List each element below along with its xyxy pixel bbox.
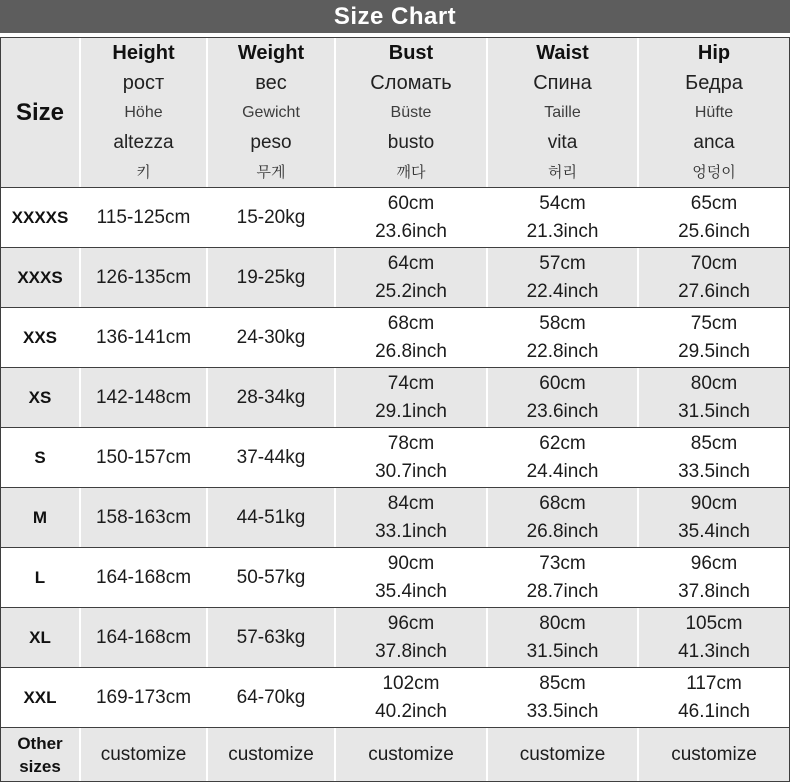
cell-hip: [639, 728, 789, 781]
cell-bust: [336, 488, 486, 547]
cell-value: 23.6inch: [526, 400, 599, 422]
cell-value: 29.5inch: [678, 340, 750, 362]
cell-height: [81, 368, 206, 427]
header-height-label: рост: [122, 71, 165, 94]
cell-hip: [639, 608, 789, 667]
header-height-label: Höhe: [124, 103, 163, 121]
cell-waist: [488, 488, 637, 547]
header-hip: [639, 38, 789, 187]
cell-bust: [336, 428, 486, 487]
cell-bust: [336, 248, 486, 307]
header-weight-label: Gewicht: [242, 103, 300, 121]
row-size-label: XL: [29, 628, 51, 647]
cell-value: 68cm: [387, 312, 435, 334]
cell-value: 84cm: [387, 492, 435, 514]
table-row: [1, 248, 789, 308]
row-size-cell: [1, 248, 79, 307]
cell-value: 50-57kg: [236, 566, 306, 588]
cell-value: 40.2inch: [375, 700, 447, 722]
cell-hip: [639, 488, 789, 547]
cell-value: 57cm: [539, 252, 586, 274]
header-bust: [336, 38, 486, 187]
header-hip-label: 엉덩이: [692, 163, 736, 181]
header-weight-label: вес: [255, 71, 287, 94]
cell-hip: [639, 428, 789, 487]
cell-hip: [639, 248, 789, 307]
header-height-label: altezza: [113, 131, 174, 153]
header-waist-label: vita: [547, 131, 578, 153]
cell-value: 37.8inch: [678, 580, 750, 602]
header-bust-label: busto: [387, 131, 435, 153]
header-waist-label: Taille: [544, 103, 581, 121]
cell-value: 74cm: [387, 372, 435, 394]
cell-value: 68cm: [539, 492, 586, 514]
cell-value: 37.8inch: [375, 640, 447, 662]
row-size-cell: [1, 668, 79, 727]
cell-waist: [488, 668, 637, 727]
cell-weight: [208, 548, 334, 607]
cell-weight: [208, 608, 334, 667]
cell-weight: [208, 308, 334, 367]
size-table: [0, 37, 790, 782]
cell-height: [81, 728, 206, 781]
header-hip-label: Бедра: [685, 71, 743, 94]
header-row: [1, 38, 789, 188]
cell-height: [81, 248, 206, 307]
row-size-label: L: [34, 568, 46, 587]
cell-waist: [488, 188, 637, 247]
cell-value: customize: [671, 743, 757, 765]
cell-value: 60cm: [539, 372, 586, 394]
cell-weight: [208, 728, 334, 781]
cell-value: 15-20kg: [236, 206, 306, 228]
table-row: [1, 368, 789, 428]
cell-value: customize: [100, 743, 187, 765]
header-bust-label: Bust: [388, 41, 434, 64]
cell-value: 142-148cm: [95, 386, 192, 408]
row-size-label: XXS: [22, 328, 58, 347]
cell-weight: [208, 668, 334, 727]
cell-weight: [208, 368, 334, 427]
cell-value: 31.5inch: [526, 640, 599, 662]
cell-value: 65cm: [690, 192, 738, 214]
cell-value: customize: [519, 743, 606, 765]
cell-value: 25.2inch: [375, 280, 447, 302]
cell-value: 90cm: [387, 552, 435, 574]
header-waist-label: Спина: [533, 71, 592, 94]
cell-value: 30.7inch: [375, 460, 447, 482]
cell-bust: [336, 188, 486, 247]
cell-value: 28.7inch: [526, 580, 599, 602]
header-size: [1, 38, 79, 187]
cell-value: 85cm: [690, 432, 738, 454]
row-size-label: Other: [17, 733, 63, 753]
cell-value: 35.4inch: [678, 520, 750, 542]
cell-value: 115-125cm: [96, 206, 191, 228]
cell-value: 126-135cm: [95, 266, 192, 288]
size-column-label: Size: [15, 98, 65, 126]
header-height-label: Height: [112, 41, 175, 64]
cell-value: 78cm: [387, 432, 435, 454]
cell-value: 75cm: [690, 312, 738, 334]
cell-value: 64-70kg: [236, 686, 306, 708]
row-size-label: sizes: [19, 756, 61, 776]
cell-value: 117cm: [686, 672, 742, 694]
cell-value: 96cm: [690, 552, 738, 574]
cell-weight: [208, 188, 334, 247]
cell-hip: [639, 548, 789, 607]
cell-value: 164-168cm: [95, 566, 192, 588]
cell-value: 26.8inch: [375, 340, 447, 362]
cell-waist: [488, 428, 637, 487]
cell-waist: [488, 248, 637, 307]
row-size-cell: [1, 368, 79, 427]
table-row: [1, 488, 789, 548]
cell-value: 54cm: [539, 192, 586, 214]
cell-value: customize: [228, 743, 314, 765]
cell-hip: [639, 668, 789, 727]
header-waist-label: Waist: [536, 41, 589, 64]
title-bar: [0, 0, 790, 33]
header-weight: [208, 38, 334, 187]
cell-value: 44-51kg: [236, 506, 306, 528]
cell-waist: [488, 308, 637, 367]
table-row: [1, 728, 789, 781]
cell-value: 73cm: [539, 552, 586, 574]
row-size-label: XXXXS: [11, 208, 69, 227]
cell-height: [81, 608, 206, 667]
header-waist-label: 허리: [548, 163, 577, 181]
cell-value: 80cm: [690, 372, 738, 394]
cell-value: 33.1inch: [375, 520, 447, 542]
cell-value: 102cm: [382, 672, 440, 694]
cell-bust: [336, 548, 486, 607]
cell-value: 58cm: [539, 312, 586, 334]
cell-height: [81, 668, 206, 727]
cell-hip: [639, 368, 789, 427]
cell-value: 80cm: [539, 612, 586, 634]
cell-value: 28-34kg: [236, 386, 306, 408]
row-size-cell: [1, 728, 79, 781]
cell-value: 22.8inch: [526, 340, 599, 362]
table-row: [1, 548, 789, 608]
header-hip-label: Hip: [697, 41, 731, 64]
row-size-cell: [1, 188, 79, 247]
cell-height: [81, 548, 206, 607]
row-size-cell: [1, 488, 79, 547]
cell-value: 26.8inch: [526, 520, 599, 542]
cell-value: 64cm: [387, 252, 435, 274]
cell-value: 150-157cm: [95, 446, 192, 468]
cell-value: 31.5inch: [678, 400, 750, 422]
cell-value: 27.6inch: [678, 280, 750, 302]
cell-value: 33.5inch: [526, 700, 599, 722]
header-weight-label: 무게: [256, 163, 286, 181]
table-row: [1, 668, 789, 728]
cell-value: 164-168cm: [95, 626, 192, 648]
header-height: [81, 38, 206, 187]
cell-value: 29.1inch: [375, 400, 447, 422]
row-size-label: XXL: [23, 688, 57, 707]
cell-bust: [336, 368, 486, 427]
cell-value: 85cm: [539, 672, 586, 694]
cell-value: 46.1inch: [678, 700, 750, 722]
cell-value: 60cm: [387, 192, 435, 214]
cell-value: 70cm: [690, 252, 738, 274]
cell-value: 24.4inch: [526, 460, 599, 482]
cell-weight: [208, 248, 334, 307]
cell-hip: [639, 308, 789, 367]
cell-bust: [336, 608, 486, 667]
cell-weight: [208, 428, 334, 487]
header-hip-label: Hüfte: [694, 103, 734, 121]
cell-value: 57-63kg: [236, 626, 306, 648]
page-title: Size Chart: [333, 2, 457, 30]
cell-weight: [208, 488, 334, 547]
cell-height: [81, 488, 206, 547]
cell-value: 37-44kg: [236, 446, 306, 468]
cell-waist: [488, 728, 637, 781]
cell-height: [81, 308, 206, 367]
cell-value: 21.3inch: [526, 220, 599, 242]
cell-waist: [488, 548, 637, 607]
table-row: [1, 188, 789, 248]
row-size-cell: [1, 548, 79, 607]
cell-value: 23.6inch: [375, 220, 447, 242]
row-size-cell: [1, 308, 79, 367]
cell-height: [81, 188, 206, 247]
cell-bust: [336, 668, 486, 727]
header-height-label: 키: [136, 163, 151, 181]
cell-waist: [488, 608, 637, 667]
cell-value: 158-163cm: [95, 506, 192, 528]
cell-value: 24-30kg: [236, 326, 306, 348]
cell-value: 41.3inch: [678, 640, 750, 662]
header-weight-label: peso: [250, 131, 292, 153]
cell-value: 25.6inch: [678, 220, 750, 242]
table-row: [1, 608, 789, 668]
cell-height: [81, 428, 206, 487]
row-size-label: XXXS: [17, 268, 63, 287]
cell-value: 136-141cm: [95, 326, 192, 348]
cell-value: 90cm: [690, 492, 738, 514]
cell-waist: [488, 368, 637, 427]
row-size-cell: [1, 428, 79, 487]
cell-value: 105cm: [685, 612, 743, 634]
header-bust-label: 깨다: [396, 163, 426, 181]
row-size-label: S: [34, 448, 46, 467]
cell-value: 22.4inch: [526, 280, 599, 302]
row-size-cell: [1, 608, 79, 667]
row-size-label: XS: [28, 388, 52, 407]
table-row: [1, 308, 789, 368]
header-waist: [488, 38, 637, 187]
cell-value: 19-25kg: [236, 266, 306, 288]
cell-bust: [336, 308, 486, 367]
header-bust-label: Büste: [390, 103, 432, 121]
table-body: [1, 188, 789, 781]
header-bust-label: Сломать: [370, 71, 452, 94]
table-row: [1, 428, 789, 488]
header-hip-label: anca: [693, 131, 735, 153]
cell-value: 33.5inch: [678, 460, 750, 482]
cell-value: 169-173cm: [95, 686, 192, 708]
cell-hip: [639, 188, 789, 247]
cell-value: 62cm: [539, 432, 586, 454]
cell-value: 96cm: [387, 612, 435, 634]
cell-value: customize: [368, 743, 454, 765]
cell-value: 35.4inch: [375, 580, 447, 602]
row-size-label: M: [32, 508, 48, 527]
cell-bust: [336, 728, 486, 781]
header-weight-label: Weight: [237, 41, 305, 64]
